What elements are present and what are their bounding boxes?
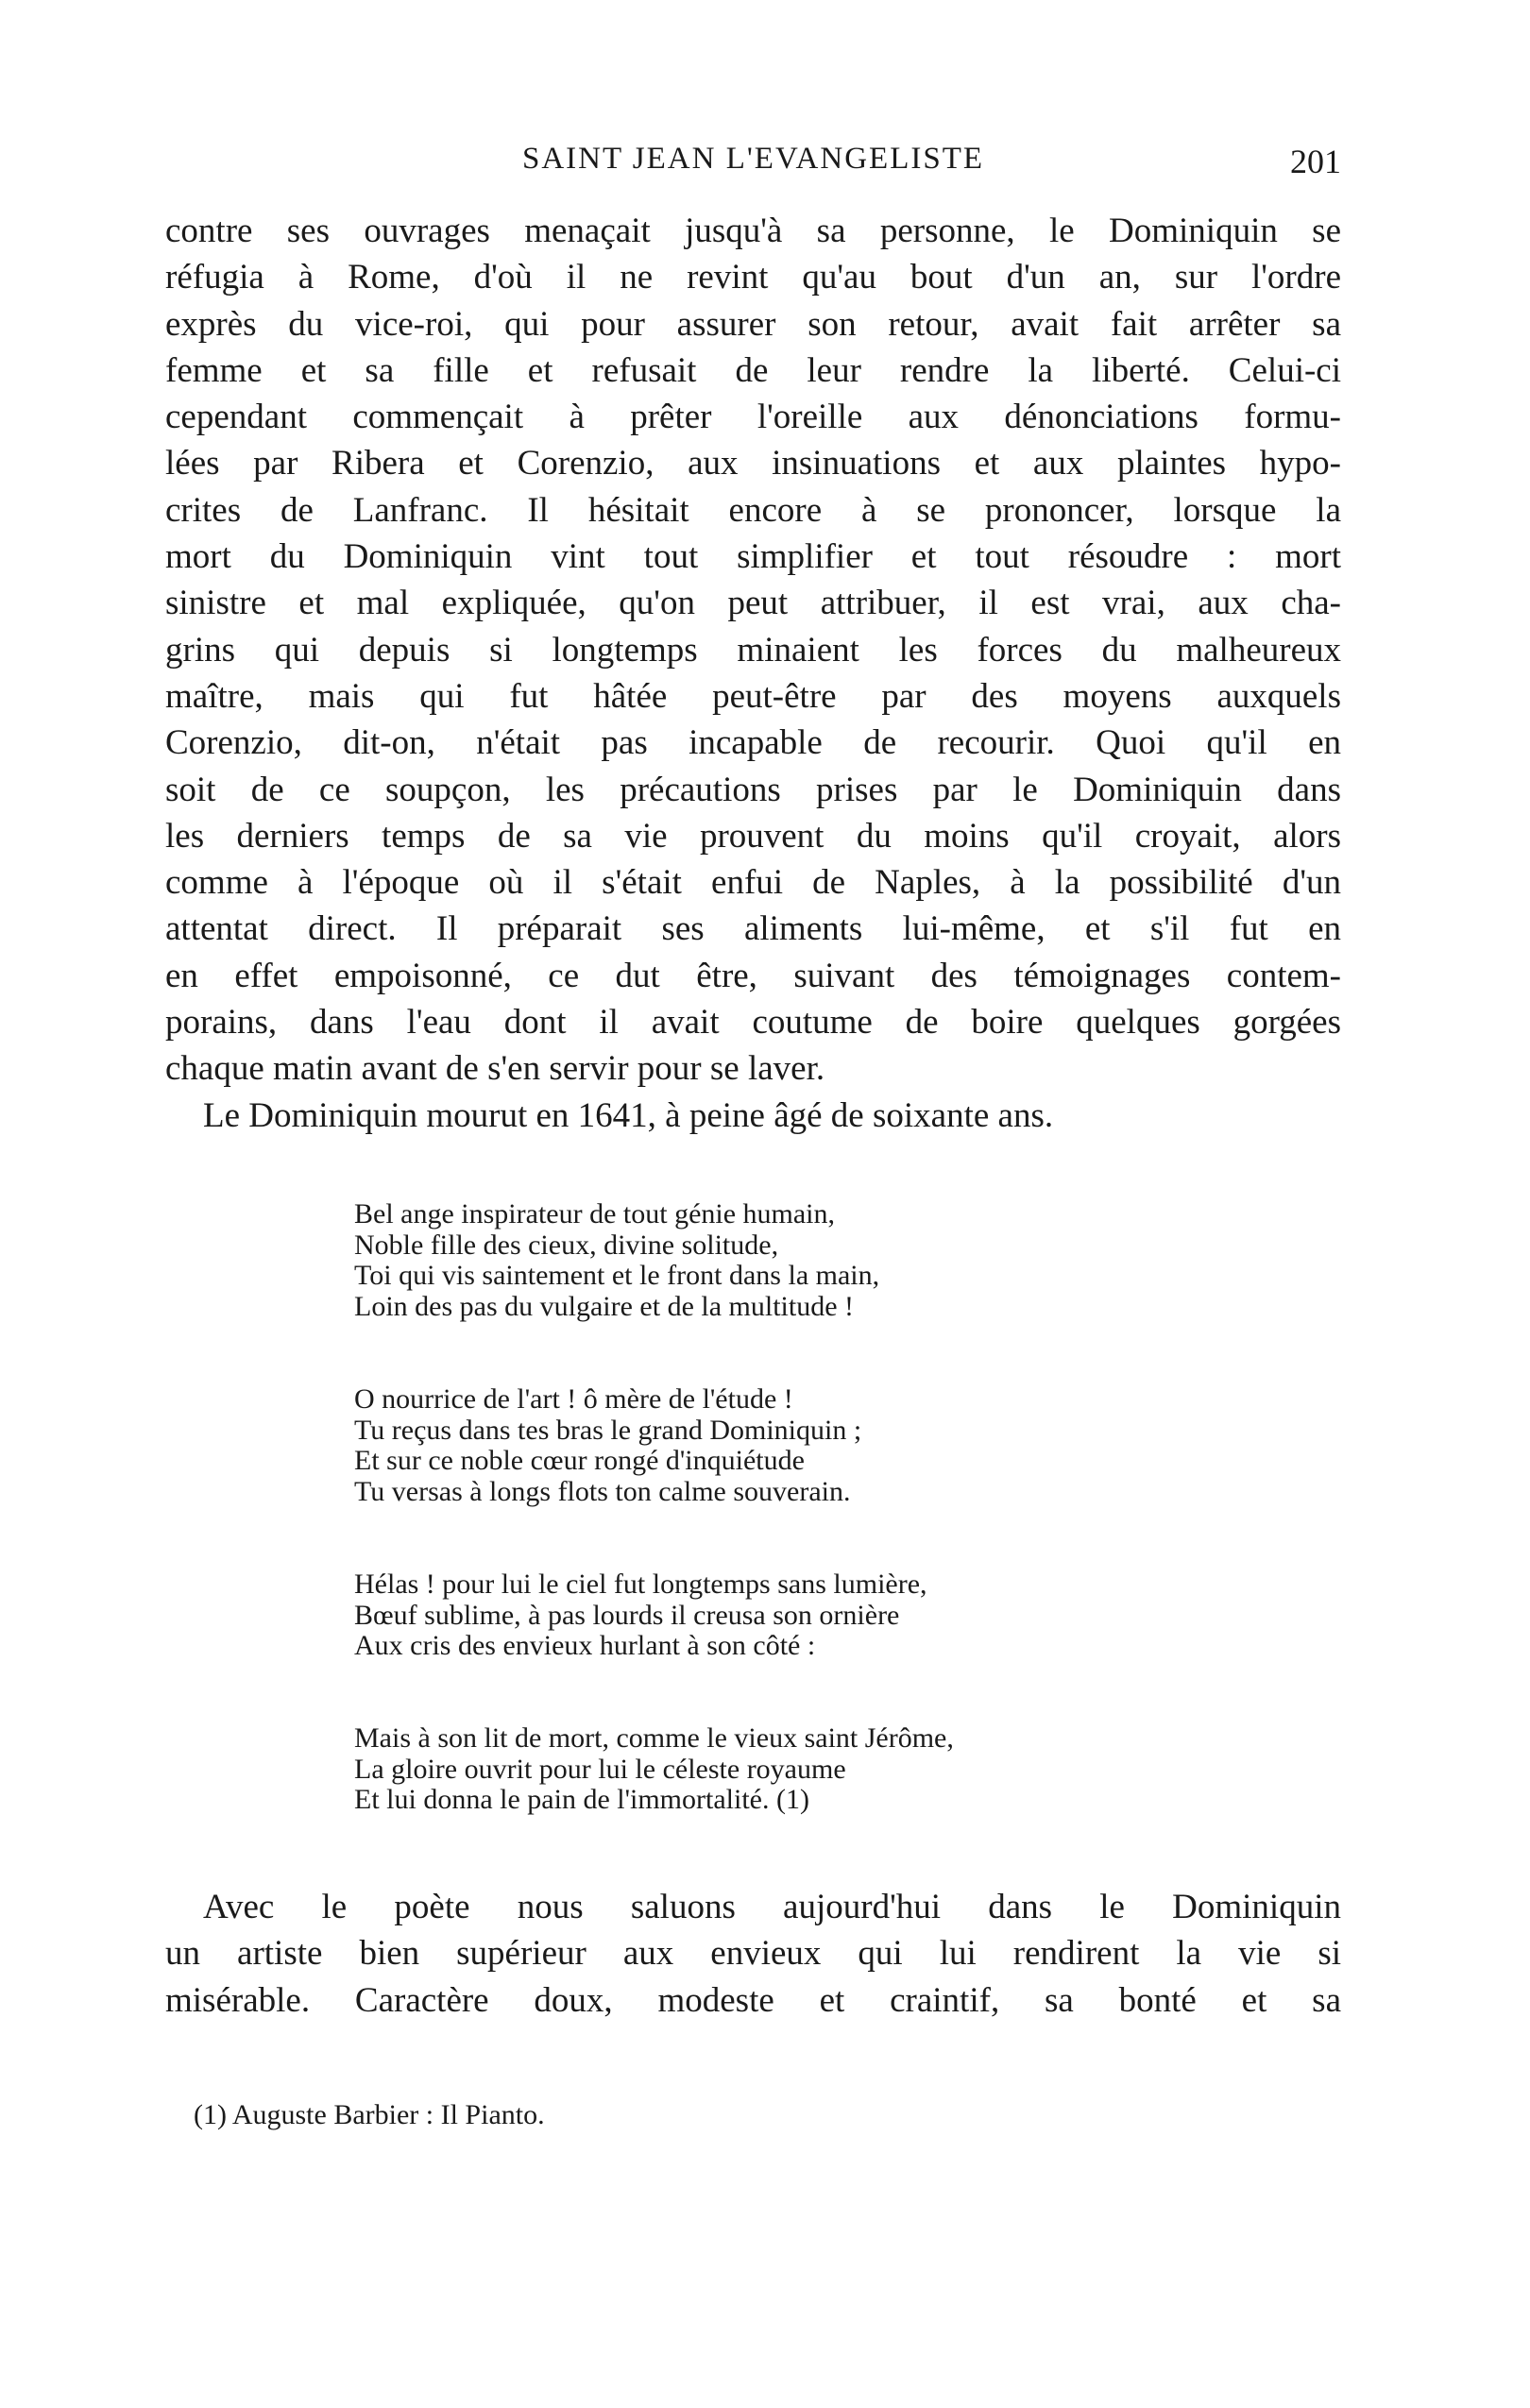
poem-verse: Noble fille des cieux, divine solitude, <box>354 1229 779 1261</box>
text-line: contre ses ouvrages menaçait jusqu'à sa personne, le Dominiquin se <box>165 212 1341 250</box>
text-line: mort du Dominiquin vint tout simplifier et tout résoudre : mort <box>165 537 1341 577</box>
poem-verse: Bœuf sublime, à pas lourds il creusa son ornière <box>354 1599 900 1631</box>
page-number: 201 <box>1290 143 1341 180</box>
poem-verse: La gloire ouvrit pour lui le céleste royaume <box>354 1753 846 1785</box>
poem-verse: Bel ange inspirateur de tout génie humain, <box>354 1198 836 1229</box>
poem-verse: Tu reçus dans tes bras le grand Dominiquin ; <box>354 1414 862 1446</box>
poem-verse: Aux cris des envieux hurlant à son côté : <box>354 1630 816 1661</box>
text-line: femme et sa fille et refusait de leur rendre la liberté. Celui-ci <box>165 350 1341 390</box>
text-line: Avec le poète nous saluons aujourd'hui dans le Dominiquin <box>203 1888 1341 1926</box>
running-head <box>165 142 1341 189</box>
footnote: (1) Auguste Barbier : Il Pianto. <box>194 2099 545 2130</box>
poem-verse: Et sur ce noble cœur rongé d'inquiétude <box>354 1445 805 1476</box>
poem-verse: Toi qui vis saintement et le front dans la main, <box>354 1260 880 1291</box>
text-line: lées par Ribera et Corenzio, aux insinuations et aux plaintes hypo- <box>165 444 1341 483</box>
poem-verse: Hélas ! pour lui le ciel fut longtemps sans lumière, <box>354 1569 927 1600</box>
poem-stanza <box>354 1199 1166 1322</box>
poem-verse: Loin des pas du vulgaire et de la multitude ! <box>354 1290 855 1322</box>
text-line: cependant commençait à prêter l'oreille aux dénonciations formu- <box>165 398 1341 437</box>
text-line: misérable. Caractère doux, modeste et craintif, sa bonté et sa <box>165 1980 1341 2020</box>
text-line: Corenzio, dit-on, n'était pas incapable de recourir. Quoi qu'il en <box>165 723 1341 763</box>
text-line: crites de Lanfranc. Il hésitait encore à se prononcer, lorsque la <box>165 490 1341 530</box>
poem-stanza <box>354 1569 1166 1662</box>
text-line: porains, dans l'eau dont il avait coutume de boire quelques gorgées <box>165 1003 1341 1043</box>
running-title: SAINT JEAN L'EVANGELISTE <box>521 142 985 176</box>
body-text <box>165 208 1341 1139</box>
text-line: réfugia à Rome, d'où il ne revint qu'au bout d'un an, sur l'ordre <box>165 258 1341 297</box>
closing-paragraph <box>165 1884 1341 2024</box>
poem-verse: O nourrice de l'art ! ô mère de l'étude ! <box>354 1383 793 1415</box>
text-line: soit de ce soupçon, les précautions prises par le Dominiquin dans <box>165 770 1341 809</box>
text-line: en effet empoisonné, ce dut être, suivant des témoignages contem- <box>165 956 1341 995</box>
text-line: exprès du vice-roi, qui pour assurer son retour, avait fait arrêter sa <box>165 304 1341 344</box>
text-line: un artiste bien supérieur aux envieux qui lui rendirent la vie si <box>165 1934 1341 1974</box>
poem-verse: Tu versas à longs flots ton calme souverain. <box>354 1475 851 1507</box>
poem-stanza <box>354 1723 1166 1816</box>
poem-stanza <box>354 1384 1166 1507</box>
text-line: les derniers temps de sa vie prouvent du moins qu'il croyait, alors <box>165 816 1341 856</box>
text-line: attentat direct. Il préparait ses aliments lui-même, et s'il fut en <box>165 909 1341 949</box>
text-line: comme à l'époque où il s'était enfui de Naples, à la possibilité d'un <box>165 863 1341 903</box>
text-line: sinistre et mal expliquée, qu'on peut attribuer, il est vrai, aux cha- <box>165 584 1341 623</box>
poem-verse: Mais à son lit de mort, comme le vieux saint Jérôme, <box>354 1722 954 1754</box>
paragraph-death-date: Le Dominiquin mourut en 1641, à peine âgé de soixante ans. <box>203 1095 1054 1135</box>
text-line: chaque matin avant de s'en servir pour se laver. <box>165 1049 825 1089</box>
text-line: maître, mais qui fut hâtée peut-être par des moyens auxquels <box>165 676 1341 716</box>
poem-verse: Et lui donna le pain de l'immortalité. (1) <box>354 1784 809 1815</box>
text-line: grins qui depuis si longtemps minaient les forces du malheureux <box>165 630 1341 670</box>
